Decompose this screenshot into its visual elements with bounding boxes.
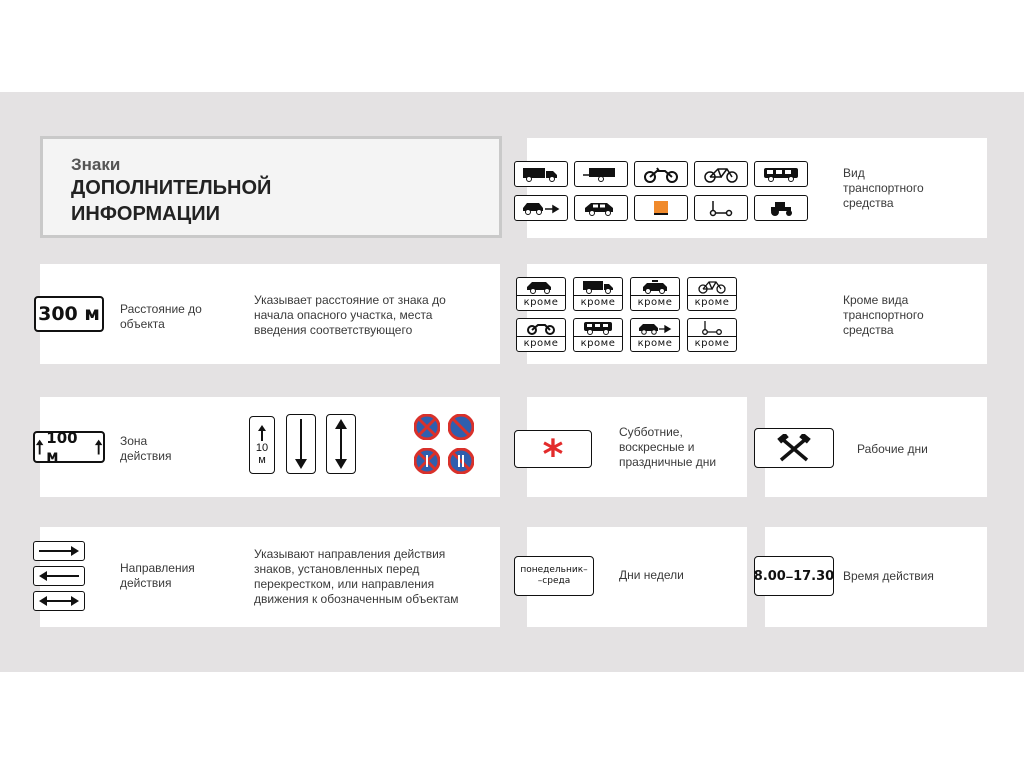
except-car-sign [516, 277, 566, 311]
zone-sign [33, 431, 105, 463]
title-line-3: ИНФОРМАЦИИ [71, 203, 220, 225]
zone-label: Зона действия [120, 434, 172, 463]
directions-label: Направления действия [120, 561, 195, 590]
except-taxi-sign [630, 277, 680, 311]
dangerous-goods-icon [634, 195, 688, 221]
except-word: кроме [517, 295, 565, 310]
time-sign-dash: – [785, 568, 794, 584]
no-stopping-sign-icon [414, 414, 440, 440]
distance-description: Указывает расстояние от знака до начала опасного участка, места введения соответствующего [254, 293, 446, 337]
arrow-right-icon [37, 545, 81, 557]
except-word: кроме [574, 336, 622, 351]
except-word: кроме [517, 336, 565, 351]
time-sign-from: 8.00 [753, 568, 786, 584]
truck-icon [514, 161, 568, 187]
distance-sign-text: 300 м [38, 303, 100, 325]
bus-icon [754, 161, 808, 187]
distance-sign [34, 296, 104, 332]
no-parking-zone-sign-icon [448, 448, 474, 474]
except-word: кроме [631, 336, 679, 351]
distance-label: Расстояние до объекта [120, 302, 202, 331]
zone-vertical-distance-value: 10 [255, 442, 269, 454]
arrow-up-icon [257, 424, 267, 442]
except-bicycle-sign [687, 277, 737, 311]
direction-both-sign [33, 591, 85, 611]
zone-vertical-sign-both [326, 414, 356, 474]
arrow-down-icon [294, 418, 308, 470]
arrow-left-right-icon [37, 595, 81, 607]
weekend-symbol-icon: * [542, 432, 564, 478]
car-icon [574, 195, 628, 221]
zone-sign-text: 100 м [46, 429, 78, 465]
zone-vertical-distance-unit: м [258, 454, 266, 466]
except-scooter-sign [687, 318, 737, 352]
title-line-2: ДОПОЛНИТЕЛЬНОЙ [71, 177, 272, 199]
except-truck-sign [573, 277, 623, 311]
arrow-up-icon [35, 438, 44, 456]
except-word: кроме [574, 295, 622, 310]
scooter-icon [694, 195, 748, 221]
workdays-label: Рабочие дни [857, 442, 928, 456]
electric-car-icon [514, 195, 568, 221]
except-motorcycle-sign [516, 318, 566, 352]
motorcycle-icon [634, 161, 688, 187]
direction-left-sign [33, 566, 85, 586]
except-word: кроме [688, 336, 736, 351]
workdays-sign [754, 428, 834, 468]
vehicle-type-label: Вид транспортного средства [843, 166, 924, 210]
weekend-label: Субботние, воскресные и праздничные дни [619, 425, 717, 469]
except-bus-sign [573, 318, 623, 352]
weekdays-label: Дни недели [619, 568, 684, 582]
direction-right-sign [33, 541, 85, 561]
arrow-up-icon [94, 438, 103, 456]
except-word: кроме [631, 295, 679, 310]
zone-vertical-sign-end [286, 414, 316, 474]
hammers-icon [777, 434, 811, 462]
time-label: Время действия [843, 569, 934, 583]
weekend-sign [514, 430, 592, 478]
weekdays-sign [514, 556, 594, 596]
trailer-icon [574, 161, 628, 187]
tractor-icon [754, 195, 808, 221]
no-stopping-zone-sign-icon [414, 448, 440, 474]
title-card [40, 136, 502, 238]
except-word: кроме [688, 295, 736, 310]
double-arrow-icon [334, 418, 348, 470]
zone-vertical-sign-distance [249, 416, 275, 474]
bicycle-icon [694, 161, 748, 187]
arrow-left-icon [37, 570, 81, 582]
directions-description: Указывают направления действия знаков, установленных перед перекрестком, или направления движения к обозначенным объектам [254, 547, 459, 606]
title-line-1: Знаки [71, 155, 121, 174]
except-electric-car-sign [630, 318, 680, 352]
no-parking-sign-icon [448, 414, 474, 440]
weekdays-sign-text: понедельник– –среда [520, 565, 588, 586]
time-sign [754, 556, 834, 596]
except-label: Кроме вида транспортного средства [843, 293, 924, 337]
time-sign-to: 17.30 [793, 568, 835, 584]
